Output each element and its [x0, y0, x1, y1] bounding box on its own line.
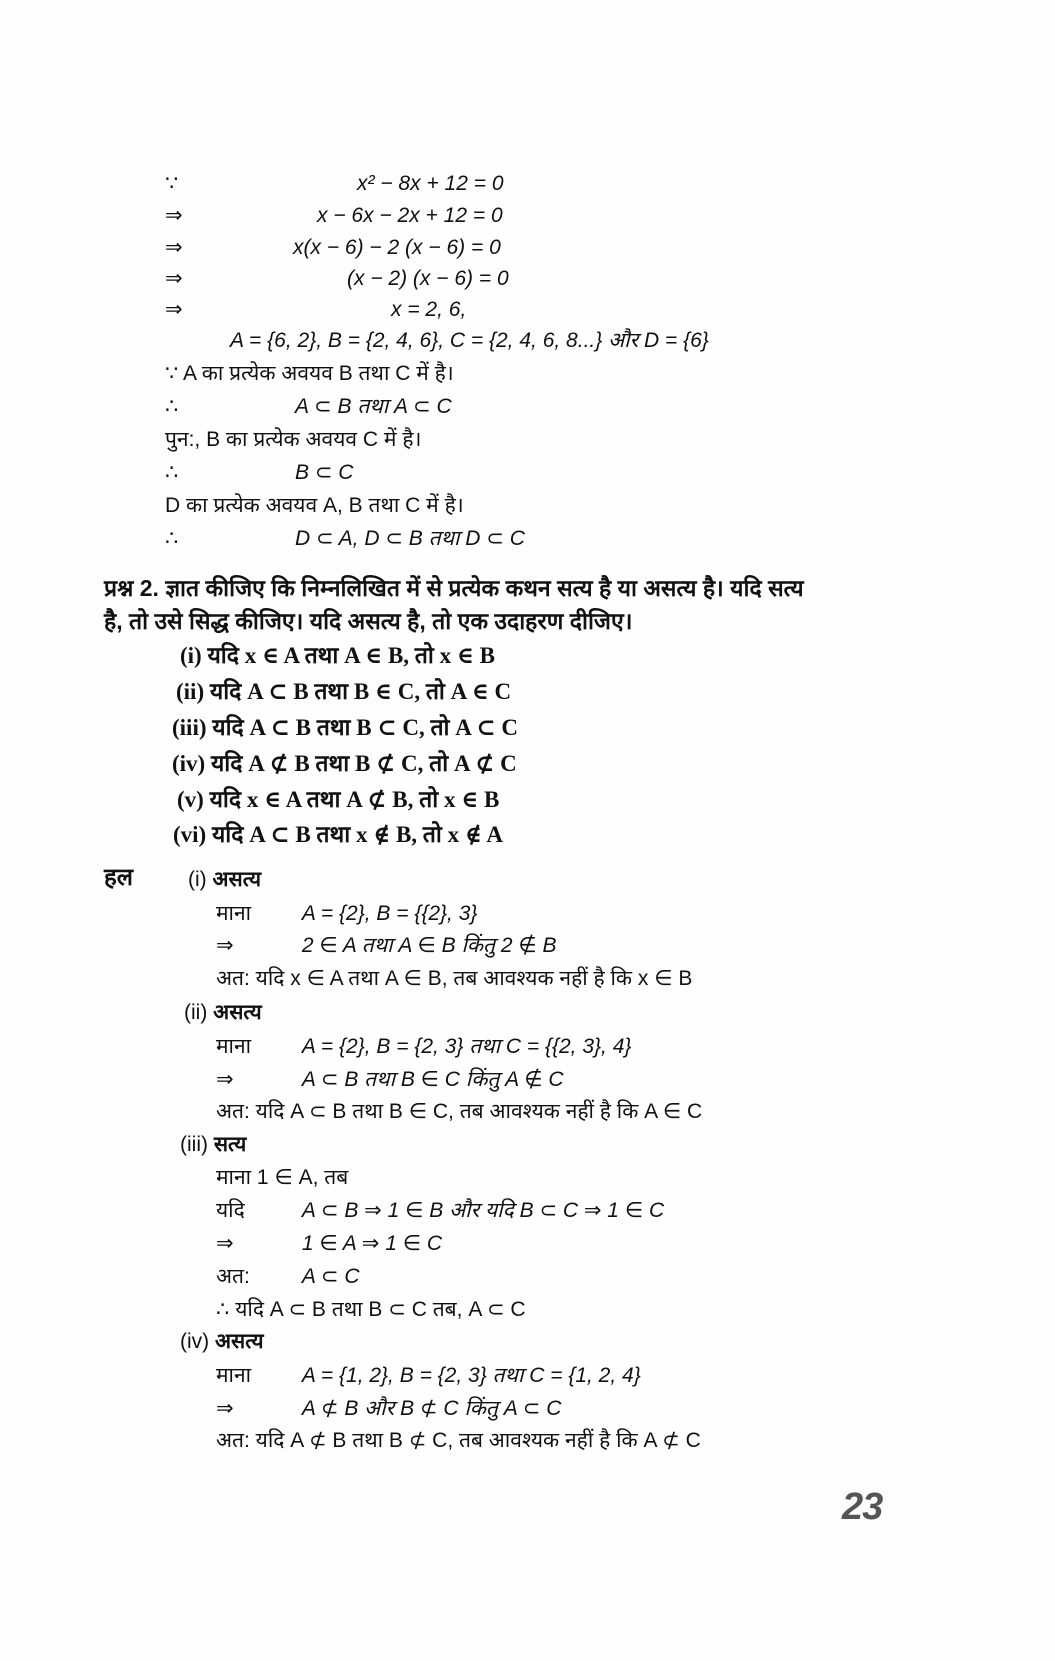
line-text: अत: यदि A ⊂ B तथा B ∈ C, तब आवश्यक नहीं है कि A ∈ C	[216, 1100, 703, 1123]
statement-v	[177, 786, 499, 814]
equation-line-4	[165, 265, 509, 293]
part-ii-line	[216, 1033, 631, 1061]
line-text: A ⊂ B ⇒ 1 ∈ B और यदि B ⊂ C ⇒ 1 ∈ C	[301, 1199, 665, 1222]
line-text: A ⊄ B और B ⊄ C किंतु A ⊂ C	[301, 1397, 562, 1420]
statement-text: यदि x ∈ A तथा A ∈ B, तो x ∈ B	[207, 643, 495, 668]
statement-text: यदि A ⊄ B तथा B ⊄ C, तो A ⊄ C	[210, 751, 517, 776]
line-text: अत: यदि A ⊄ B तथा B ⊄ C, तब आवश्यक नहीं है कि A ⊄ C	[216, 1429, 701, 1452]
reasoning-line	[165, 393, 452, 421]
part-ii-heading	[184, 999, 262, 1027]
part-iii-line	[216, 1164, 348, 1192]
sets-definition: A = {6, 2}, B = {2, 4, 6}, C = {2, 4, 6, 8...} और D = {6}	[230, 329, 709, 352]
statement-i	[180, 642, 495, 670]
part-i-line	[216, 965, 692, 993]
line-label: यदि	[216, 1199, 245, 1222]
part-iii-heading	[180, 1131, 246, 1159]
reasoning-line	[165, 426, 421, 454]
line-label: ⇒	[216, 1068, 234, 1091]
line-text: A = {2}, B = {2, 3} तथा C = {{2, 3}, 4}	[301, 1035, 632, 1058]
therefore-symbol: ∴	[165, 461, 179, 484]
reasoning-line	[165, 360, 454, 388]
part-number: (iii)	[180, 1133, 208, 1156]
part-iii-line	[216, 1197, 664, 1225]
reasoning-text: पुन:, B का प्रत्येक अवयव C में है।	[165, 428, 422, 451]
line-label: माना	[216, 1364, 252, 1387]
equation-line-3	[165, 234, 501, 262]
reasoning-text: B ⊂ C	[295, 461, 354, 484]
statement-text: यदि A ⊂ B तथा B ∈ C, तो A ∈ C	[209, 679, 512, 704]
part-iii-line	[216, 1296, 526, 1324]
line-text: A = {2}, B = {{2}, 3}	[301, 902, 478, 925]
line-label: अत:	[216, 1265, 250, 1288]
part-iv-line	[216, 1427, 701, 1455]
part-iv-line	[216, 1395, 561, 1423]
statement-text: यदि x ∈ A तथा A ⊄ B, तो x ∈ B	[209, 787, 500, 812]
line-text: 1 ∈ A ⇒ 1 ∈ C	[301, 1232, 443, 1255]
therefore-symbol: ∴	[165, 527, 179, 550]
reasoning-text: ∵ A का प्रत्येक अवयव B तथा C में है।	[165, 362, 454, 385]
line-text: A ⊂ C	[301, 1265, 360, 1288]
part-i-line	[216, 900, 477, 928]
part-verdict: असत्य	[215, 1330, 264, 1353]
question-text: ज्ञात कीजिए कि निम्नलिखित में से प्रत्येक कथन सत्य है या असत्य है। यदि सत्य	[165, 575, 804, 601]
equation-expr: (x − 2) (x − 6) = 0	[347, 267, 509, 290]
equation-expr: x = 2, 6,	[391, 298, 467, 321]
part-verdict: असत्य	[212, 868, 262, 891]
statement-number: (vi)	[173, 822, 207, 847]
solution-label: हल	[104, 864, 134, 891]
because-symbol: ∵	[165, 172, 179, 195]
statement-number: (iv)	[172, 751, 206, 776]
reasoning-text: D का प्रत्येक अवयव A, B तथा C में है।	[165, 494, 464, 517]
line-label: ⇒	[216, 934, 234, 957]
line-label: ⇒	[216, 1232, 234, 1255]
page-number: 23	[842, 1486, 883, 1528]
equation-expr: x − 6x − 2x + 12 = 0	[317, 204, 503, 227]
equation-expr: x(x − 6) − 2 (x − 6) = 0	[293, 236, 501, 259]
statement-ii	[176, 678, 511, 706]
statement-number: (ii)	[176, 679, 205, 704]
line-text: 2 ∈ A तथा A ∈ B किंतु 2 ∉ B	[301, 934, 557, 957]
statement-text: यदि A ⊂ B तथा x ∉ B, तो x ∉ A	[211, 822, 503, 847]
line-text: A = {1, 2}, B = {2, 3} तथा C = {1, 2, 4}	[301, 1364, 641, 1387]
line-text: माना 1 ∈ A, तब	[216, 1166, 349, 1189]
part-ii-line	[216, 1098, 702, 1126]
part-number: (ii)	[184, 1001, 208, 1024]
reasoning-line	[165, 525, 525, 553]
implies-symbol: ⇒	[165, 298, 183, 321]
part-ii-line	[216, 1066, 564, 1094]
question-2-heading-line-1	[104, 574, 804, 602]
statement-number: (i)	[180, 643, 202, 668]
implies-symbol: ⇒	[165, 204, 183, 227]
reasoning-line	[165, 459, 354, 487]
reasoning-text: D ⊂ A, D ⊂ B तथा D ⊂ C	[295, 527, 525, 550]
equation-line-5	[165, 296, 467, 324]
statement-number: (v)	[177, 787, 204, 812]
implies-symbol: ⇒	[165, 267, 183, 290]
statement-iv	[172, 750, 517, 778]
part-iii-line	[216, 1230, 442, 1258]
part-i-heading	[188, 866, 261, 894]
part-iii-line	[216, 1263, 360, 1291]
reasoning-line	[165, 492, 464, 520]
part-number: (iv)	[180, 1330, 210, 1353]
equation-expr: x² − 8x + 12 = 0	[357, 172, 504, 195]
question-2-heading-line-2	[104, 607, 632, 635]
line-text: ∴ यदि A ⊂ B तथा B ⊂ C तब, A ⊂ C	[216, 1298, 526, 1321]
therefore-symbol: ∴	[165, 395, 179, 418]
statement-number: (iii)	[172, 715, 207, 740]
statement-iii	[172, 714, 518, 742]
part-iv-line	[216, 1362, 641, 1390]
question-text: है, तो उसे सिद्ध कीजिए। यदि असत्य है, तो एक उदाहरण दीजिए।	[104, 608, 633, 634]
line-label: माना	[216, 902, 252, 925]
part-iv-heading	[180, 1328, 264, 1356]
part-i-line	[216, 932, 556, 960]
implies-symbol: ⇒	[165, 236, 183, 259]
line-text: अत: यदि x ∈ A तथा A ∈ B, तब आवश्यक नहीं है कि x ∈ B	[216, 967, 693, 990]
statement-text: यदि A ⊂ B तथा B ⊂ C, तो A ⊂ C	[212, 715, 518, 740]
line-text: A ⊂ B तथा B ∈ C किंतु A ∉ C	[301, 1068, 564, 1091]
statement-vi	[173, 821, 503, 849]
question-label: प्रश्न 2.	[104, 575, 159, 601]
line-label: ⇒	[216, 1397, 234, 1420]
equation-line-1	[165, 170, 504, 198]
line-label: माना	[216, 1035, 252, 1058]
equation-line-2	[165, 202, 503, 230]
reasoning-text: A ⊂ B तथा A ⊂ C	[295, 395, 452, 418]
part-number: (i)	[188, 868, 207, 891]
part-verdict: सत्य	[213, 1133, 247, 1156]
part-verdict: असत्य	[213, 1001, 262, 1024]
